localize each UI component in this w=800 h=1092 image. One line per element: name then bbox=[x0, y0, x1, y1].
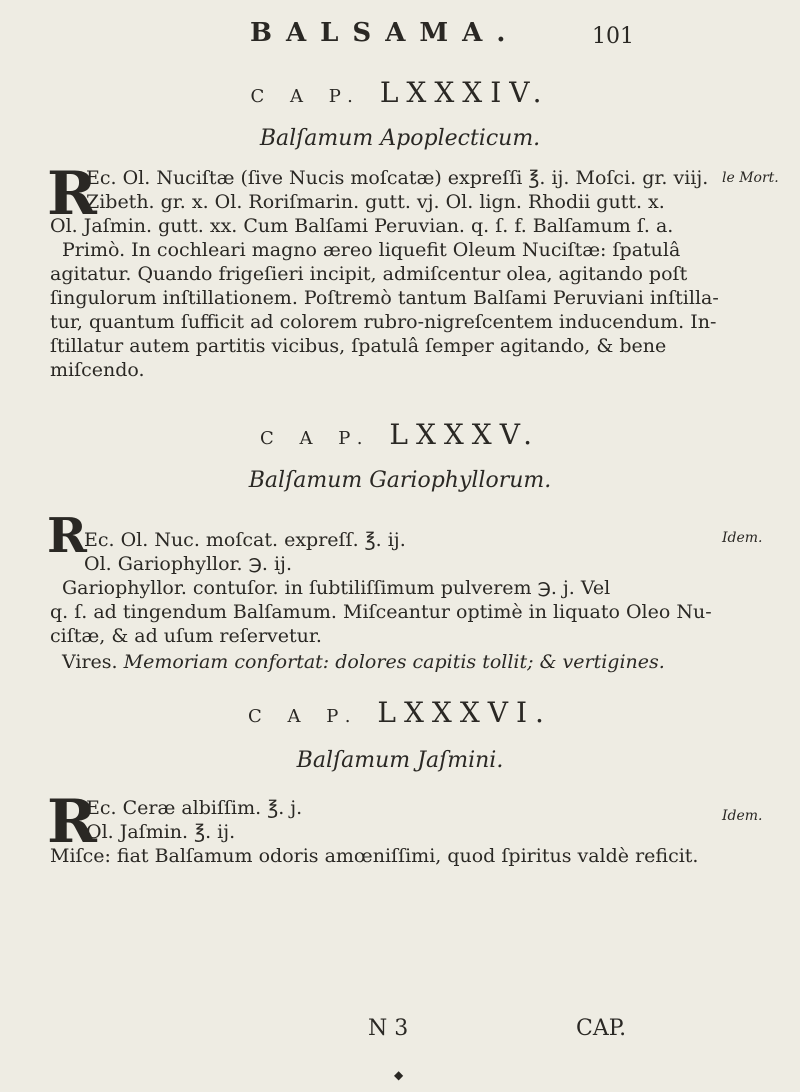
text-line: Ol. Gariophyllor. ℈. ij. bbox=[84, 553, 292, 575]
text-line: miſcendo. bbox=[50, 359, 145, 381]
signature-mark: N 3 bbox=[368, 1016, 409, 1041]
text-line: q. ſ. ad tingendum Balſamum. Miſceantur optimè in liquato Oleo Nu- bbox=[50, 601, 712, 623]
margin-note-86: Idem. bbox=[722, 808, 763, 824]
chapter-heading-86: C A P. LXXXVI. bbox=[248, 696, 552, 729]
text-line: tur, quantum ſufficit ad colorem rubro-nigreſcentem inducendum. In- bbox=[50, 311, 717, 333]
text-line: Gariophyllor. contuſor. in ſubtiliſſimum pulverem ℈. j. Vel bbox=[62, 577, 611, 599]
drop-cap-85: R bbox=[47, 508, 87, 564]
chapter-title-85: Balſamum Gariophyllorum. bbox=[248, 468, 552, 493]
drop-cap-84: R bbox=[47, 159, 97, 229]
text-line: ciſtæ, & ad uſum reſervetur. bbox=[50, 625, 322, 647]
text-line: Ec. Ol. Nuc. moſcat. expreſſ. ℥. ij. bbox=[84, 529, 406, 551]
text-line: agitatur. Quando frigeſieri incipit, admiſcentur olea, agitando poſt bbox=[50, 263, 688, 285]
text-line: ſtillatur autem partitis vicibus, ſpatulâ ſemper agitando, & bene bbox=[50, 335, 667, 357]
text-line: Zibeth. gr. x. Ol. Roriſmarin. gutt. vj. Ol. lign. Rhodii gutt. x. bbox=[86, 191, 665, 213]
page-number: 101 bbox=[592, 24, 634, 49]
drop-cap-86: R bbox=[47, 787, 97, 857]
catchword: CAP. bbox=[576, 1016, 627, 1041]
text-line: ſingulorum inſtillationem. Poſtremò tantum Balſami Peruviani inſtilla- bbox=[50, 287, 719, 309]
running-head bbox=[0, 14, 800, 54]
text-line: Ol. Jaſmin. ℥. ij. bbox=[86, 821, 236, 843]
text-line: Ec. Ol. Nuciſtæ (ſive Nucis moſcatæ) expreſſi ℥. ij. Moſci. gr. viij. bbox=[86, 167, 709, 189]
chapter-heading-84: C A P. LXXXIV. bbox=[250, 76, 550, 109]
margin-note-84: le Mort. bbox=[722, 170, 779, 186]
margin-note-85: Idem. bbox=[722, 530, 763, 546]
chapter-heading-85: C A P. LXXXV. bbox=[260, 418, 540, 451]
chapter-title-84: Balſamum Apoplecticum. bbox=[259, 126, 541, 151]
text-line: Primò. In cochleari magno æreo liquefit Oleum Nuciſtæ: ſpatulâ bbox=[62, 239, 681, 261]
chapter-title-86: Balſamum Jaſmini. bbox=[296, 748, 504, 773]
running-title: BALSAMA. bbox=[250, 18, 520, 48]
vires-line: Vires. Memoriam confortat: dolores capitis tollit; & vertigines. bbox=[62, 651, 665, 673]
text-line: Ec. Ceræ albiſſim. ℥. j. bbox=[86, 797, 303, 819]
ornament-icon: ◆ bbox=[394, 1068, 404, 1082]
text-line: Miſce: fiat Balſamum odoris amœniſſimi, quod ſpiritus valdè reficit. bbox=[50, 845, 699, 867]
text-line: Ol. Jaſmin. gutt. xx. Cum Balſami Peruvian. q. ſ. f. Balſamum ſ. a. bbox=[50, 215, 674, 237]
